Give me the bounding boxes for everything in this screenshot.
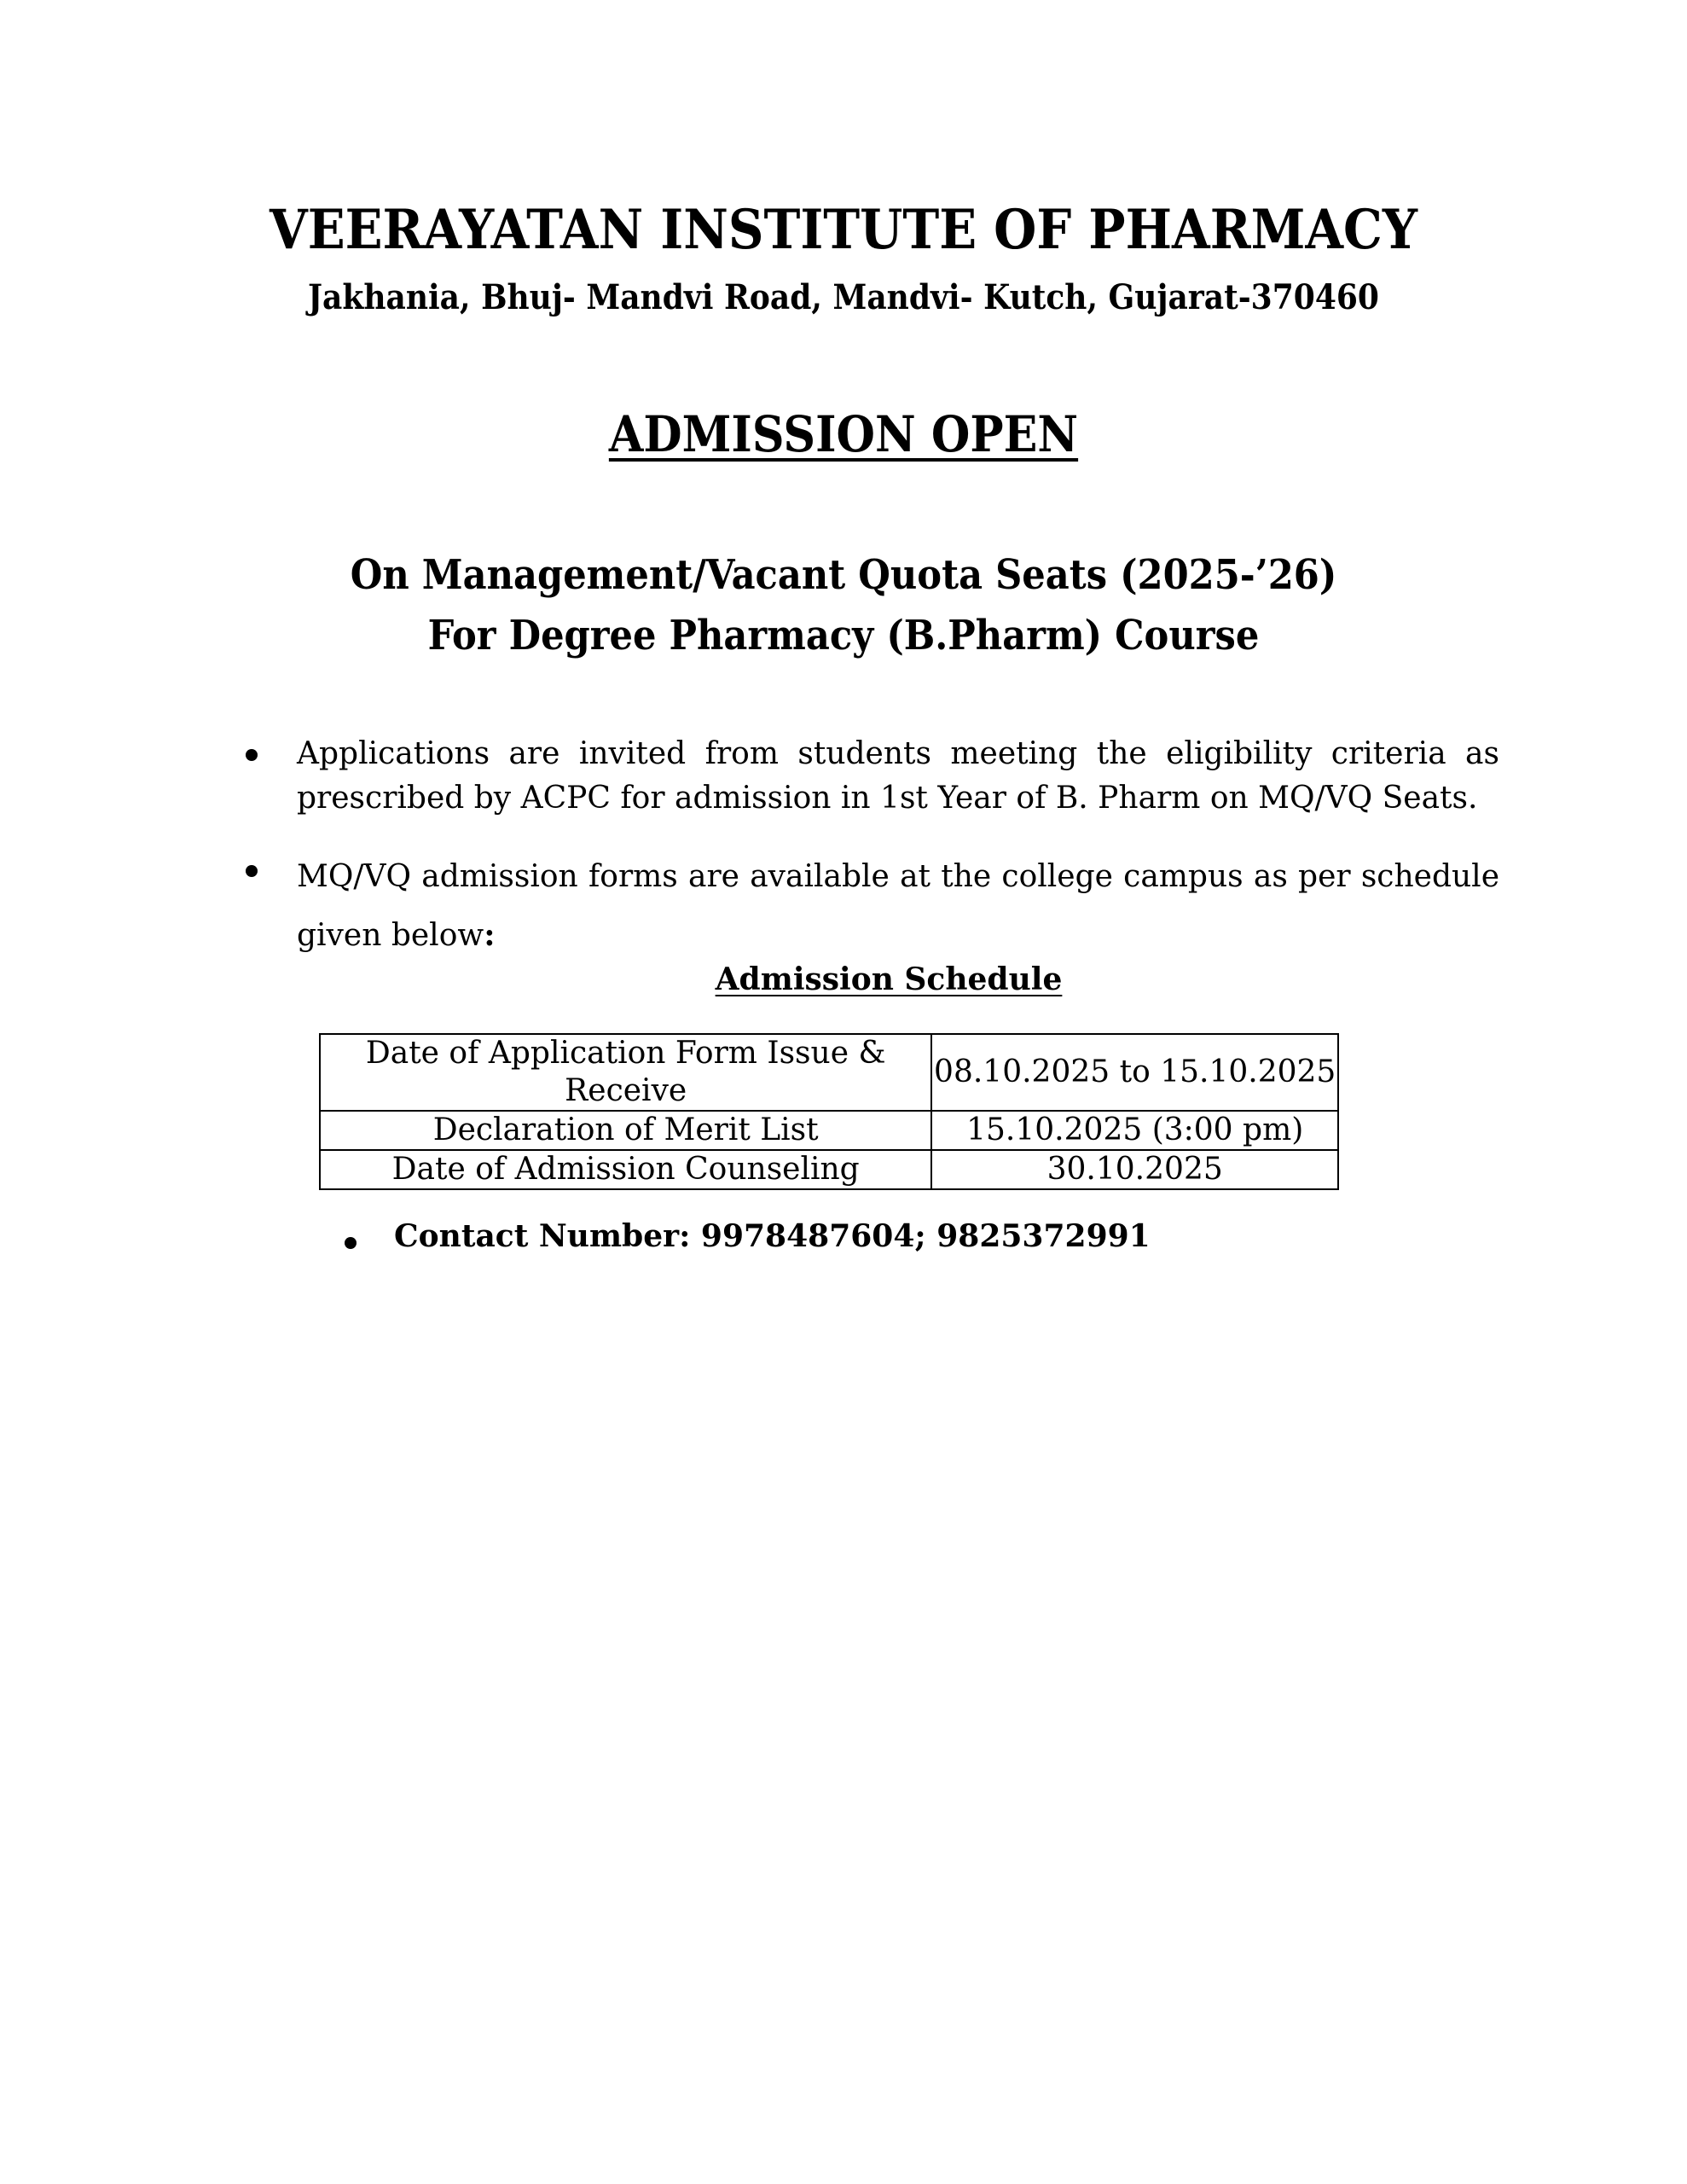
institute-name: VEERAYATAN INSTITUTE OF PHARMACY [269,198,1418,262]
bullet-forms-text [297,848,1499,965]
institute-address: Jakhania, Bhuj- Mandvi Road, Mandvi- Kutch, Gujarat-370460 [308,277,1379,317]
subheading-quota: On Management/Vacant Quota Seats (2025-’26) [350,551,1337,599]
schedule-value: 15.10.2025 (3:00 pm) [931,1111,1338,1150]
schedule-label: Date of Application Form Issue & Receive [320,1034,931,1111]
schedule-label: Date of Admission Counseling [320,1150,931,1189]
schedule-title: Admission Schedule [715,961,1063,997]
bullet-eligibility-text: Applications are invited from students meeting the eligibility criteria as prescribed by ACPC for admission in 1st Year of B. Pharm on MQ/VQ Seats. [297,736,1499,816]
table-row [320,1034,1338,1111]
table-row [320,1150,1338,1189]
bullet-icon [246,749,258,761]
schedule-value: 30.10.2025 [931,1150,1338,1189]
schedule-label: Declaration of Merit List [320,1111,931,1150]
admission-headline: ADMISSION OPEN [608,405,1079,463]
bullet-forms-body: MQ/VQ admission forms are available at the college campus as per schedule given below [297,859,1499,953]
bullet-icon [345,1237,357,1249]
subheading-course: For Degree Pharmacy (B.Pharm) Course [427,612,1260,659]
schedule-value: 08.10.2025 to 15.10.2025 [931,1034,1338,1111]
bullet-forms-colon: : [484,917,496,953]
schedule-table [319,1033,1339,1190]
bullet-icon [246,865,258,877]
contact-number: Contact Number: 9978487604; 9825372991 [394,1218,1151,1254]
table-row [320,1111,1338,1150]
